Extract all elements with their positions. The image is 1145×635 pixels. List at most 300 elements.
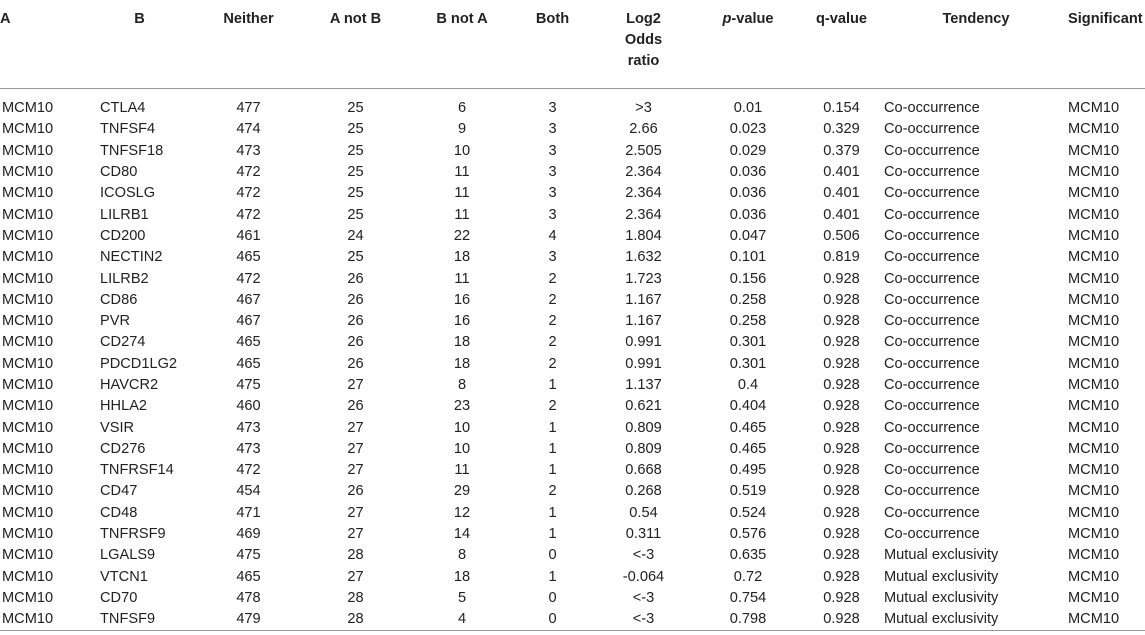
cell-b-not-a: 5 bbox=[457, 589, 467, 606]
cell-tendency: Mutual exclusivity bbox=[884, 568, 999, 585]
cell-p-value: 0.72 bbox=[733, 568, 763, 585]
cell-b: TNFRSF9 bbox=[100, 526, 166, 543]
cell-p-value: 0.301 bbox=[729, 355, 767, 372]
cell-log2-odds-ratio: 0.991 bbox=[625, 334, 662, 351]
cell-a-not-b: 27 bbox=[347, 568, 364, 585]
table-row bbox=[0, 183, 1145, 204]
cell-significant: MCM10 bbox=[1068, 609, 1145, 631]
table-row bbox=[0, 460, 1145, 481]
cell-significant: MCM10 bbox=[1068, 568, 1120, 585]
cell-a-not-b: 27 bbox=[347, 419, 364, 436]
cell-b: CD48 bbox=[100, 504, 138, 521]
cell-q-value: 0.928 bbox=[823, 398, 860, 415]
table-row bbox=[0, 609, 1145, 631]
cell-b: LILRB1 bbox=[100, 206, 149, 223]
cell-b-not-a: 10 bbox=[453, 440, 471, 457]
cell-a: MCM10 bbox=[2, 589, 54, 606]
cell-a-not-b: 25 bbox=[347, 121, 364, 138]
cell-tendency: Co-occurrence bbox=[884, 504, 980, 521]
cell-tendency: Co-occurrence bbox=[884, 483, 980, 500]
cell-q-value: 0.928 bbox=[799, 609, 884, 631]
cell-q-value: 0.401 bbox=[823, 206, 860, 223]
cell-a-not-b: 26 bbox=[347, 355, 364, 372]
cell-tendency: Co-occurrence bbox=[884, 440, 980, 457]
cell-significant: MCM10 bbox=[1068, 526, 1120, 543]
cell-a-not-b: 27 bbox=[347, 462, 364, 479]
header-a: A bbox=[0, 0, 84, 89]
cell-neither: 473 bbox=[236, 440, 261, 457]
cell-a-not-b: 24 bbox=[347, 227, 364, 244]
table-row bbox=[0, 481, 1145, 502]
cell-a: MCM10 bbox=[2, 249, 54, 266]
cell-q-value: 0.928 bbox=[823, 589, 860, 606]
cell-tendency: Co-occurrence bbox=[884, 185, 980, 202]
table-row bbox=[0, 396, 1145, 417]
cell-neither: 471 bbox=[236, 504, 261, 521]
cell-q-value: 0.928 bbox=[823, 270, 860, 287]
cell-a: MCM10 bbox=[2, 504, 54, 521]
table-row bbox=[0, 204, 1145, 225]
cell-a: MCM10 bbox=[2, 270, 54, 287]
cell-log2-odds-ratio: 2.364 bbox=[625, 206, 662, 223]
cell-b: CD200 bbox=[100, 227, 146, 244]
cell-both: 3 bbox=[548, 142, 557, 159]
cell-b-not-a: 11 bbox=[454, 270, 470, 287]
cell-b: TNFSF9 bbox=[84, 609, 195, 631]
header-p-value bbox=[697, 0, 799, 89]
cell-q-value: 0.329 bbox=[823, 121, 860, 138]
table-row bbox=[0, 268, 1145, 289]
cell-significant: MCM10 bbox=[1068, 355, 1120, 372]
cell-significant: MCM10 bbox=[1068, 291, 1120, 308]
cell-both: 2 bbox=[548, 398, 557, 415]
cell-q-value: 0.928 bbox=[823, 568, 860, 585]
cell-both: 1 bbox=[548, 440, 557, 457]
table-row bbox=[0, 375, 1145, 396]
cell-log2-odds-ratio: 0.809 bbox=[625, 440, 662, 457]
cell-tendency: Co-occurrence bbox=[884, 142, 980, 159]
cell-b-not-a: 16 bbox=[453, 291, 471, 308]
cell-both: 1 bbox=[548, 462, 557, 479]
cell-b: VTCN1 bbox=[100, 568, 148, 585]
cell-significant: MCM10 bbox=[1068, 270, 1120, 287]
cell-b: HAVCR2 bbox=[100, 377, 159, 393]
cell-tendency: Co-occurrence bbox=[884, 462, 980, 479]
cell-both: 2 bbox=[548, 355, 557, 372]
cell-both: 3 bbox=[548, 121, 557, 138]
cell-log2-odds-ratio: <-3 bbox=[590, 609, 697, 631]
cell-tendency: Co-occurrence bbox=[884, 206, 980, 223]
cell-p-value: 0.524 bbox=[729, 504, 767, 521]
cell-neither: 473 bbox=[236, 419, 261, 436]
cell-p-value: 0.495 bbox=[729, 462, 767, 479]
cell-p-value: 0.156 bbox=[729, 270, 767, 287]
cell-a: MCM10 bbox=[2, 355, 54, 372]
cell-q-value: 0.928 bbox=[823, 547, 860, 564]
cell-p-value: 0.258 bbox=[729, 313, 767, 330]
cell-q-value: 0.928 bbox=[823, 355, 860, 372]
cell-log2-odds-ratio: 2.66 bbox=[629, 121, 658, 138]
cell-p-value: 0.258 bbox=[729, 291, 767, 308]
cell-tendency: Co-occurrence bbox=[884, 313, 980, 330]
cell-q-value: 0.506 bbox=[823, 227, 860, 244]
cell-neither: 465 bbox=[236, 334, 261, 351]
cell-b: LGALS9 bbox=[100, 547, 156, 564]
cell-b: CD70 bbox=[100, 589, 138, 606]
cell-b-not-a: 18 bbox=[453, 355, 471, 372]
cell-neither: 479 bbox=[195, 609, 302, 631]
header-both: Both bbox=[515, 0, 590, 89]
cell-b: VSIR bbox=[100, 419, 135, 436]
table-row bbox=[0, 332, 1145, 353]
cell-a-not-b: 25 bbox=[347, 164, 364, 181]
cell-q-value: 0.928 bbox=[823, 291, 860, 308]
cell-p-value: 0.036 bbox=[729, 206, 767, 223]
cell-log2-odds-ratio: <-3 bbox=[632, 547, 655, 564]
cell-a: MCM10 bbox=[2, 227, 54, 244]
cell-a: MCM10 bbox=[2, 142, 54, 159]
cell-q-value: 0.819 bbox=[823, 249, 860, 266]
table-row bbox=[0, 417, 1145, 438]
cell-p-value: 0.301 bbox=[729, 334, 767, 351]
cell-both: 2 bbox=[548, 291, 557, 308]
header-log2-line2: Odds bbox=[624, 32, 663, 48]
cell-a: MCM10 bbox=[2, 206, 54, 223]
cell-a: MCM10 bbox=[2, 100, 54, 117]
cell-both: 1 bbox=[548, 568, 557, 585]
cell-a-not-b: 27 bbox=[347, 526, 364, 543]
table-row bbox=[0, 439, 1145, 460]
cell-a-not-b: 27 bbox=[347, 504, 364, 521]
cell-p-value: 0.036 bbox=[729, 185, 767, 202]
cell-both: 3 bbox=[548, 249, 557, 266]
cell-b-not-a: 16 bbox=[453, 313, 471, 330]
cell-tendency: Co-occurrence bbox=[884, 291, 980, 308]
cell-b: CD80 bbox=[100, 164, 138, 181]
header-b: B bbox=[84, 0, 195, 89]
cell-both: 0 bbox=[515, 609, 590, 631]
header-q-value: q-value bbox=[799, 0, 884, 89]
cell-significant: MCM10 bbox=[1068, 419, 1120, 436]
cell-neither: 467 bbox=[236, 291, 261, 308]
header-p-value-italic: p bbox=[722, 11, 732, 27]
cell-p-value: 0.036 bbox=[729, 164, 767, 181]
cell-tendency: Co-occurrence bbox=[884, 270, 980, 287]
cell-p-value: 0.798 bbox=[697, 609, 799, 631]
cell-a-not-b: 28 bbox=[347, 589, 364, 606]
cell-p-value: 0.465 bbox=[729, 440, 767, 457]
cell-neither: 475 bbox=[236, 377, 261, 393]
cell-both: 2 bbox=[548, 270, 557, 287]
table-row bbox=[0, 247, 1145, 268]
cell-b-not-a: 29 bbox=[453, 483, 471, 500]
cell-log2-odds-ratio: >3 bbox=[635, 100, 652, 117]
cell-log2-odds-ratio: 0.668 bbox=[625, 462, 662, 479]
cell-b: CD274 bbox=[100, 334, 146, 351]
cell-b: ICOSLG bbox=[100, 185, 156, 202]
cell-q-value: 0.928 bbox=[823, 334, 860, 351]
cell-log2-odds-ratio: 1.167 bbox=[625, 291, 662, 308]
cell-b-not-a: 10 bbox=[453, 419, 471, 436]
cell-a: MCM10 bbox=[0, 609, 84, 631]
cell-both: 1 bbox=[548, 526, 557, 543]
cell-a: MCM10 bbox=[2, 440, 54, 457]
cell-a: MCM10 bbox=[2, 185, 54, 202]
cell-significant: MCM10 bbox=[1068, 440, 1120, 457]
cell-b: CD86 bbox=[100, 291, 138, 308]
cell-b-not-a: 18 bbox=[453, 568, 471, 585]
cell-b: LILRB2 bbox=[100, 270, 149, 287]
cell-a: MCM10 bbox=[2, 313, 54, 330]
cell-b: TNFSF4 bbox=[100, 121, 156, 138]
cell-log2-odds-ratio: 0.621 bbox=[625, 398, 662, 415]
cell-log2-odds-ratio: 1.723 bbox=[625, 270, 662, 287]
cell-a-not-b: 26 bbox=[347, 398, 364, 415]
cell-b: HHLA2 bbox=[100, 398, 148, 415]
cell-both: 3 bbox=[548, 100, 557, 117]
cell-both: 1 bbox=[548, 377, 557, 393]
header-neither: Neither bbox=[195, 0, 302, 89]
cell-p-value: 0.576 bbox=[729, 526, 767, 543]
cell-significant: MCM10 bbox=[1068, 334, 1120, 351]
cell-neither: 478 bbox=[236, 589, 261, 606]
cell-tendency: Co-occurrence bbox=[884, 377, 980, 393]
cell-both: 4 bbox=[548, 227, 557, 244]
cell-neither: 461 bbox=[236, 227, 261, 244]
cell-tendency: Co-occurrence bbox=[884, 355, 980, 372]
cell-a-not-b: 27 bbox=[347, 377, 364, 393]
cell-p-value: 0.101 bbox=[729, 249, 767, 266]
cell-b-not-a: 6 bbox=[457, 100, 467, 117]
cell-significant: MCM10 bbox=[1068, 100, 1120, 117]
cell-p-value: 0.519 bbox=[729, 483, 767, 500]
cell-a-not-b: 25 bbox=[347, 249, 364, 266]
cell-log2-odds-ratio: 1.804 bbox=[625, 227, 662, 244]
cell-a-not-b: 26 bbox=[347, 483, 364, 500]
table-row bbox=[0, 162, 1145, 183]
cell-a: MCM10 bbox=[2, 419, 54, 436]
cell-neither: 474 bbox=[236, 121, 261, 138]
cell-tendency: Co-occurrence bbox=[884, 249, 980, 266]
cell-tendency: Co-occurrence bbox=[884, 334, 980, 351]
header-tendency: Tendency bbox=[884, 0, 1068, 89]
cell-b-not-a: 11 bbox=[454, 164, 470, 181]
header-p-value-rest: -value bbox=[731, 11, 774, 27]
cell-b: TNFSF18 bbox=[100, 142, 164, 159]
cell-both: 1 bbox=[548, 504, 557, 521]
table-row bbox=[0, 503, 1145, 524]
cell-log2-odds-ratio: 0.311 bbox=[625, 526, 662, 543]
cell-p-value: 0.01 bbox=[733, 100, 763, 117]
cell-log2-odds-ratio: 0.991 bbox=[625, 355, 662, 372]
cell-neither: 469 bbox=[236, 526, 261, 543]
cell-significant: MCM10 bbox=[1068, 547, 1120, 564]
table-row bbox=[0, 141, 1145, 162]
cell-p-value: 0.404 bbox=[729, 398, 767, 415]
cell-neither: 472 bbox=[236, 206, 261, 223]
cell-significant: MCM10 bbox=[1068, 398, 1120, 415]
cell-a: MCM10 bbox=[2, 462, 54, 479]
cell-neither: 473 bbox=[236, 142, 261, 159]
cell-significant: MCM10 bbox=[1068, 206, 1120, 223]
cell-b-not-a: 8 bbox=[457, 547, 467, 564]
cell-both: 2 bbox=[548, 313, 557, 330]
cell-tendency: Mutual exclusivity bbox=[884, 589, 999, 606]
cell-significant: MCM10 bbox=[1068, 589, 1120, 606]
cell-p-value: 0.465 bbox=[729, 419, 767, 436]
cell-a-not-b: 28 bbox=[302, 609, 409, 631]
cell-significant: MCM10 bbox=[1068, 142, 1120, 159]
cell-neither: 454 bbox=[236, 483, 261, 500]
cell-log2-odds-ratio: 0.54 bbox=[629, 504, 658, 521]
cell-b-not-a: 9 bbox=[457, 121, 467, 138]
cell-q-value: 0.928 bbox=[823, 526, 860, 543]
cell-tendency: Co-occurrence bbox=[884, 164, 980, 181]
table-row bbox=[0, 290, 1145, 311]
cell-a-not-b: 28 bbox=[347, 547, 364, 564]
cell-p-value: 0.023 bbox=[729, 121, 767, 138]
cell-q-value: 0.401 bbox=[823, 185, 860, 202]
cell-p-value: 0.4 bbox=[737, 377, 759, 393]
cell-log2-odds-ratio: 2.364 bbox=[625, 164, 662, 181]
cell-b-not-a: 4 bbox=[409, 609, 515, 631]
cell-tendency: Mutual exclusivity bbox=[884, 609, 1068, 631]
cell-tendency: Co-occurrence bbox=[884, 100, 980, 117]
cell-both: 3 bbox=[548, 164, 557, 181]
header-log2-line3: ratio bbox=[627, 53, 660, 69]
cell-both: 0 bbox=[548, 547, 557, 564]
cell-a: MCM10 bbox=[2, 164, 54, 181]
cell-neither: 465 bbox=[236, 568, 261, 585]
cell-q-value: 0.379 bbox=[823, 142, 860, 159]
cell-tendency: Co-occurrence bbox=[884, 227, 980, 244]
cell-b: NECTIN2 bbox=[100, 249, 163, 266]
cell-significant: MCM10 bbox=[1068, 313, 1120, 330]
cell-log2-odds-ratio: 0.809 bbox=[625, 419, 662, 436]
cell-significant: MCM10 bbox=[1068, 462, 1120, 479]
cell-log2-odds-ratio: 1.167 bbox=[625, 313, 662, 330]
cell-neither: 460 bbox=[236, 398, 261, 415]
cell-a: MCM10 bbox=[2, 526, 54, 543]
table-row bbox=[0, 567, 1145, 588]
cell-a-not-b: 26 bbox=[347, 270, 364, 287]
cell-b-not-a: 8 bbox=[457, 377, 467, 393]
cell-b-not-a: 10 bbox=[453, 142, 471, 159]
cell-log2-odds-ratio: 1.137 bbox=[625, 377, 662, 393]
cell-log2-odds-ratio: <-3 bbox=[632, 589, 655, 606]
cell-q-value: 0.928 bbox=[823, 377, 860, 393]
cell-b-not-a: 11 bbox=[454, 206, 470, 223]
header-significant: Significant bbox=[1068, 0, 1145, 89]
cell-neither: 472 bbox=[236, 270, 261, 287]
cell-q-value: 0.928 bbox=[823, 419, 860, 436]
cell-significant: MCM10 bbox=[1068, 121, 1120, 138]
header-row bbox=[0, 0, 1145, 89]
table-row bbox=[0, 588, 1145, 609]
header-log2-odds-ratio bbox=[590, 0, 697, 89]
cell-b-not-a: 14 bbox=[453, 526, 471, 543]
cell-a: MCM10 bbox=[2, 334, 54, 351]
cell-neither: 467 bbox=[236, 313, 261, 330]
cell-b: CTLA4 bbox=[100, 100, 146, 117]
cell-b: TNFRSF14 bbox=[100, 462, 174, 479]
cell-q-value: 0.928 bbox=[823, 462, 860, 479]
cell-tendency: Co-occurrence bbox=[884, 398, 980, 415]
table-row bbox=[0, 545, 1145, 566]
cell-b-not-a: 11 bbox=[454, 185, 470, 202]
cell-p-value: 0.754 bbox=[729, 589, 767, 606]
table-row bbox=[0, 354, 1145, 375]
cell-a: MCM10 bbox=[2, 121, 54, 138]
header-a-not-b: A not B bbox=[302, 0, 409, 89]
cell-neither: 472 bbox=[236, 164, 261, 181]
cell-log2-odds-ratio: 1.632 bbox=[625, 249, 662, 266]
table-row bbox=[0, 226, 1145, 247]
cell-a: MCM10 bbox=[2, 483, 54, 500]
cell-tendency: Co-occurrence bbox=[884, 121, 980, 138]
table-row bbox=[0, 119, 1145, 140]
cell-neither: 472 bbox=[236, 462, 261, 479]
cell-significant: MCM10 bbox=[1068, 164, 1120, 181]
cell-tendency: Co-occurrence bbox=[884, 419, 980, 436]
cell-q-value: 0.401 bbox=[823, 164, 860, 181]
cell-a: MCM10 bbox=[2, 398, 54, 415]
cell-a-not-b: 25 bbox=[347, 142, 364, 159]
table-row bbox=[0, 89, 1145, 120]
cell-a: MCM10 bbox=[2, 377, 54, 393]
cell-neither: 465 bbox=[236, 355, 261, 372]
cell-b: PDCD1LG2 bbox=[100, 355, 178, 372]
cell-b-not-a: 23 bbox=[453, 398, 471, 415]
cell-a-not-b: 26 bbox=[347, 313, 364, 330]
cell-a-not-b: 26 bbox=[347, 291, 364, 308]
cell-p-value: 0.047 bbox=[729, 227, 767, 244]
cell-significant: MCM10 bbox=[1068, 504, 1120, 521]
cell-q-value: 0.928 bbox=[823, 440, 860, 457]
cell-a: MCM10 bbox=[2, 568, 54, 585]
cell-neither: 465 bbox=[236, 249, 261, 266]
cell-q-value: 0.928 bbox=[823, 313, 860, 330]
table-row bbox=[0, 311, 1145, 332]
cell-p-value: 0.029 bbox=[729, 142, 767, 159]
cell-both: 2 bbox=[548, 334, 557, 351]
cell-tendency: Mutual exclusivity bbox=[884, 547, 999, 564]
cell-neither: 477 bbox=[236, 100, 261, 117]
cell-b: PVR bbox=[100, 313, 131, 330]
header-log2-line1: Log2 bbox=[626, 11, 661, 27]
cell-p-value: 0.635 bbox=[729, 547, 767, 564]
cell-log2-odds-ratio: 0.268 bbox=[625, 483, 662, 500]
cell-log2-odds-ratio: 2.364 bbox=[625, 185, 662, 202]
cell-b-not-a: 22 bbox=[453, 227, 471, 244]
cell-significant: MCM10 bbox=[1068, 185, 1120, 202]
cell-b-not-a: 18 bbox=[453, 249, 471, 266]
cell-a-not-b: 27 bbox=[347, 440, 364, 457]
cell-significant: MCM10 bbox=[1068, 377, 1120, 393]
cell-q-value: 0.928 bbox=[823, 483, 860, 500]
cell-both: 1 bbox=[548, 419, 557, 436]
cell-a: MCM10 bbox=[2, 291, 54, 308]
header-b-not-a: B not A bbox=[409, 0, 515, 89]
table-row bbox=[0, 524, 1145, 545]
cell-q-value: 0.928 bbox=[823, 504, 860, 521]
cell-log2-odds-ratio: 2.505 bbox=[625, 142, 662, 159]
cell-q-value: 0.154 bbox=[823, 100, 860, 117]
cell-both: 2 bbox=[548, 483, 557, 500]
cell-significant: MCM10 bbox=[1068, 227, 1120, 244]
cell-b: CD276 bbox=[100, 440, 146, 457]
cell-both: 3 bbox=[548, 185, 557, 202]
